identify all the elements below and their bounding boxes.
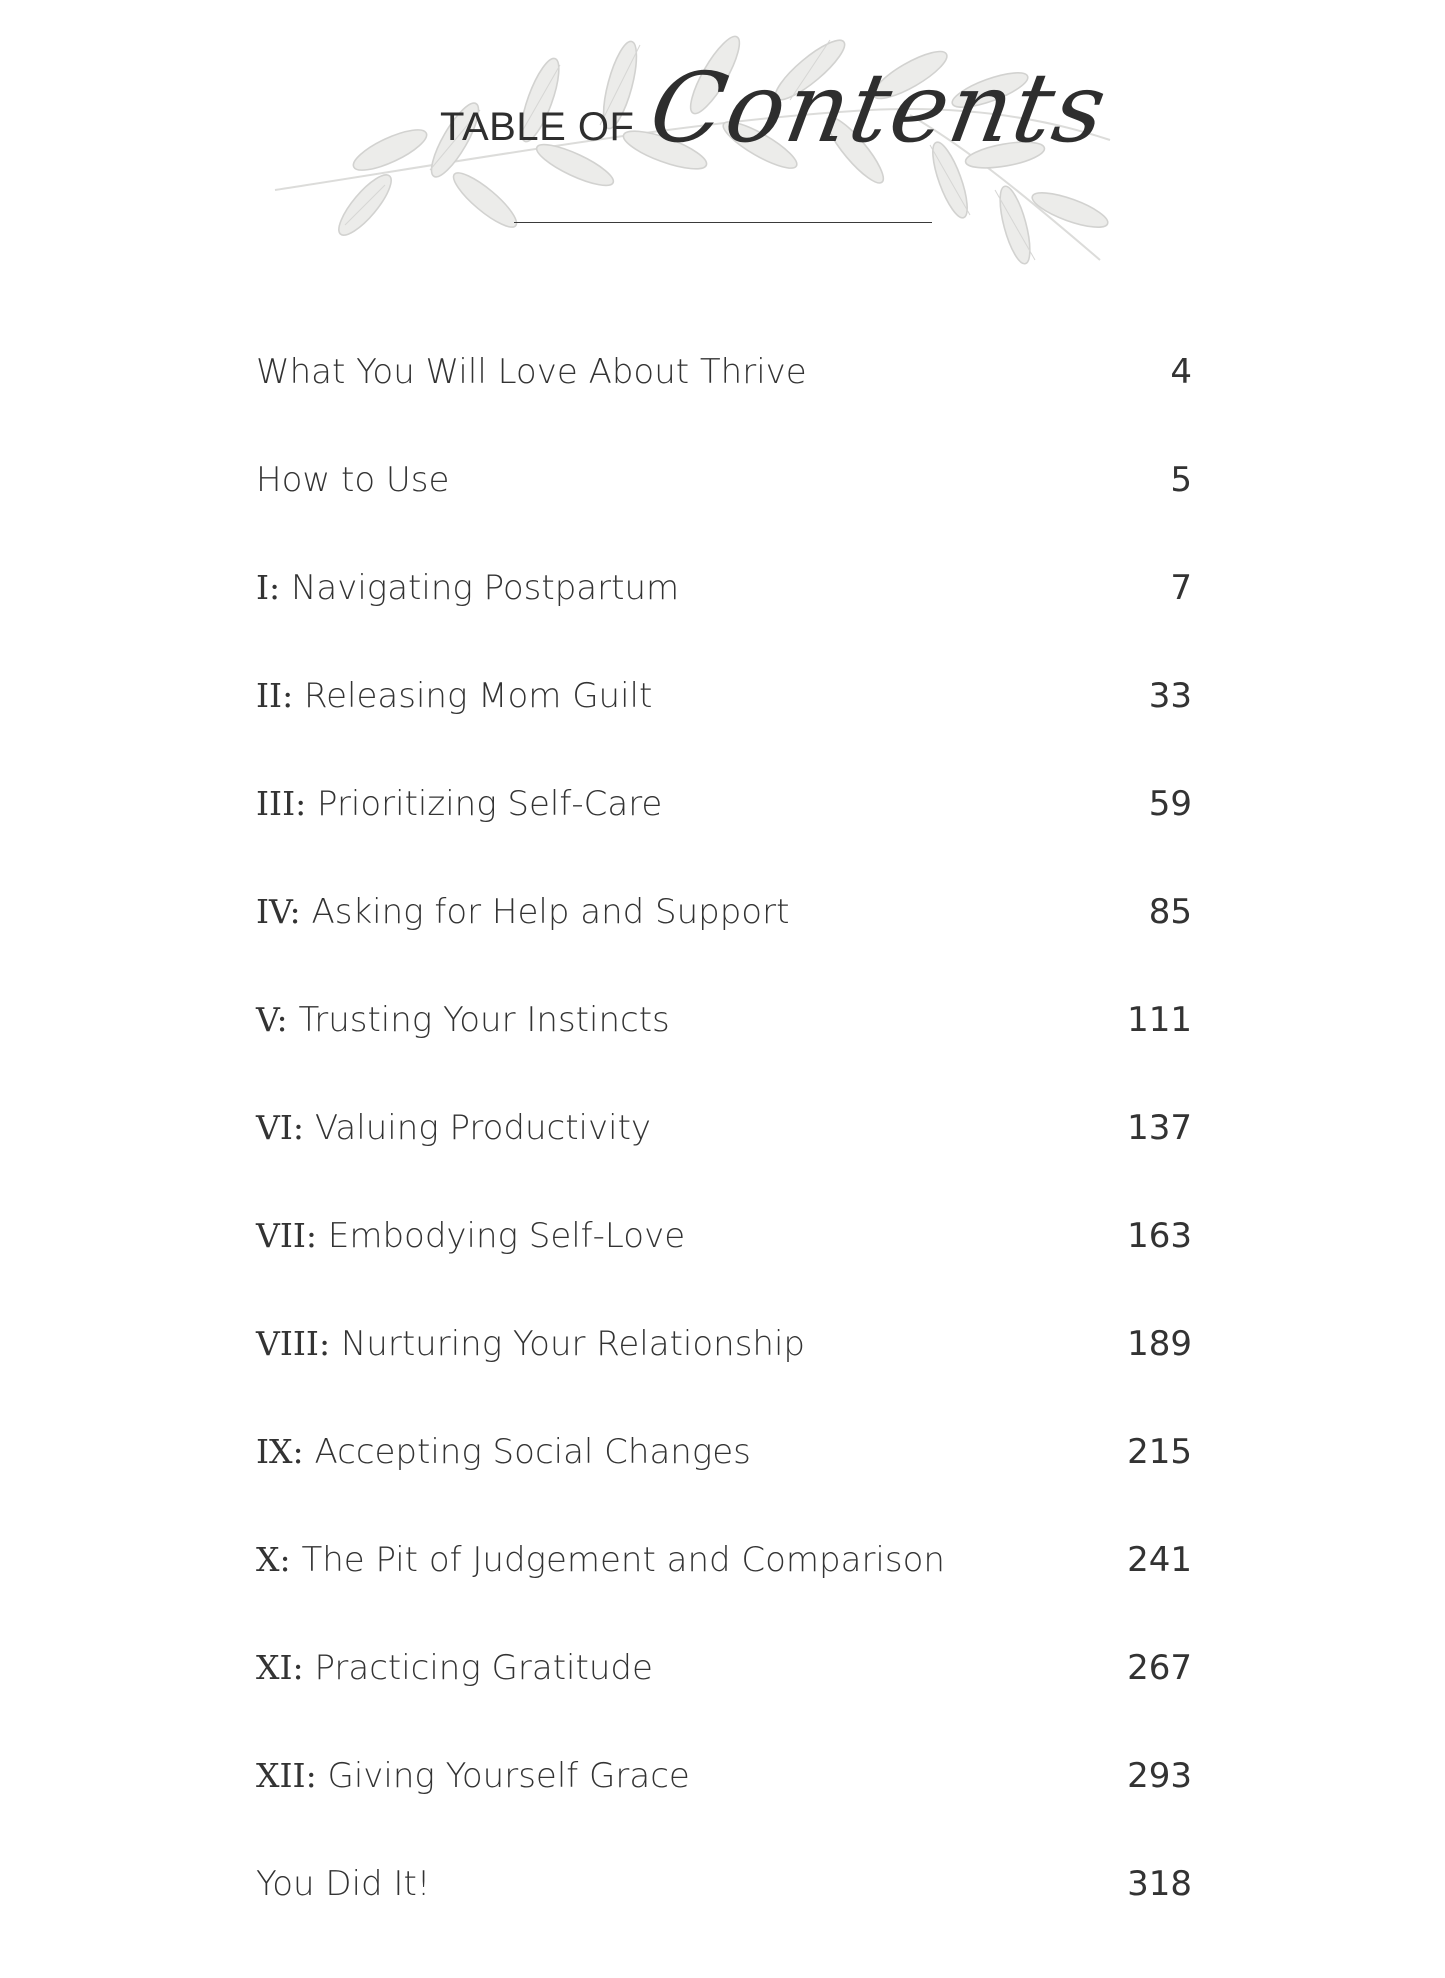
toc-entry-page-number: 267 xyxy=(1127,1648,1192,1688)
toc-entry[interactable] xyxy=(256,1614,1192,1722)
page-header xyxy=(0,0,1445,300)
toc-entry[interactable] xyxy=(256,318,1192,426)
toc-entry-page-number: 85 xyxy=(1148,892,1192,932)
toc-entry[interactable] xyxy=(256,1722,1192,1830)
chapter-numeral: VI: xyxy=(256,1108,304,1147)
toc-entry-title xyxy=(256,1648,653,1688)
chapter-numeral: IX: xyxy=(256,1432,304,1471)
toc-entry-label: Nurturing Your Relationship xyxy=(340,1324,806,1364)
chapter-numeral: I: xyxy=(256,568,281,607)
chapter-numeral: XII: xyxy=(256,1756,317,1795)
toc-entry-label: Releasing Mom Guilt xyxy=(304,676,653,716)
title-text: TABLE OF xyxy=(440,105,635,149)
title-script-text: Contents xyxy=(642,52,1117,164)
toc-entry-title xyxy=(256,1756,690,1796)
toc-entry-page-number: 111 xyxy=(1127,1000,1192,1040)
toc-entry[interactable] xyxy=(256,966,1192,1074)
toc-entry-page-number: 4 xyxy=(1170,352,1192,392)
toc-entry-label: Giving Yourself Grace xyxy=(327,1756,690,1796)
toc-entry-title xyxy=(256,1864,430,1904)
toc-entry-label: Practicing Gratitude xyxy=(314,1648,653,1688)
toc-entry-label: Asking for Help and Support xyxy=(311,892,790,932)
toc-entry-page-number: 293 xyxy=(1127,1756,1192,1796)
chapter-numeral: XI: xyxy=(256,1648,304,1687)
toc-entry[interactable] xyxy=(256,858,1192,966)
toc-entry-page-number: 189 xyxy=(1127,1324,1192,1364)
toc-entry-title xyxy=(256,1540,945,1580)
toc-entry-page-number: 33 xyxy=(1148,676,1192,716)
toc-entry[interactable] xyxy=(256,1398,1192,1506)
toc-entry[interactable] xyxy=(256,426,1192,534)
toc-entry[interactable] xyxy=(256,1074,1192,1182)
toc-entry-page-number: 7 xyxy=(1170,568,1192,608)
toc-entry-label: You Did It! xyxy=(256,1864,431,1904)
toc-entry-title xyxy=(256,1216,685,1256)
toc-entry-label: Accepting Social Changes xyxy=(314,1432,751,1472)
toc-entry-title xyxy=(256,1000,670,1040)
title-divider xyxy=(514,222,932,223)
toc-entry-page-number: 241 xyxy=(1127,1540,1192,1580)
toc-entry-title xyxy=(256,1324,805,1364)
chapter-numeral: II: xyxy=(256,676,294,715)
toc-entry-title xyxy=(256,1432,751,1472)
chapter-numeral: X: xyxy=(256,1540,291,1579)
toc-entry-title xyxy=(256,784,662,824)
toc-entry[interactable] xyxy=(256,642,1192,750)
toc-entry-label: How to Use xyxy=(256,460,450,500)
toc-entry-page-number: 318 xyxy=(1127,1864,1192,1904)
toc-entry-title xyxy=(256,460,449,500)
toc-entry-title xyxy=(256,892,789,932)
toc-entry-title xyxy=(256,568,679,608)
toc-entry-label: What You Will Love About Thrive xyxy=(256,352,807,392)
toc-entry-label: The Pit of Judgement and Comparison xyxy=(301,1540,945,1580)
toc-entry-title xyxy=(256,676,652,716)
chapter-numeral: IV: xyxy=(256,892,301,931)
toc-entry[interactable] xyxy=(256,1830,1192,1938)
toc-entry[interactable] xyxy=(256,1290,1192,1398)
toc-entry-page-number: 215 xyxy=(1127,1432,1192,1472)
toc-entry-page-number: 163 xyxy=(1127,1216,1192,1256)
toc-entry-page-number: 137 xyxy=(1127,1108,1192,1148)
toc-entry-page-number: 59 xyxy=(1148,784,1192,824)
toc-entry-page-number: 5 xyxy=(1170,460,1192,500)
chapter-numeral: III: xyxy=(256,784,307,823)
toc-entry-label: Valuing Productivity xyxy=(314,1108,652,1148)
toc-entry[interactable] xyxy=(256,1182,1192,1290)
chapter-numeral: VIII: xyxy=(256,1324,331,1363)
toc-entry[interactable] xyxy=(256,1506,1192,1614)
chapter-numeral: V: xyxy=(256,1000,288,1039)
toc-entry-label: Trusting Your Instincts xyxy=(298,1000,670,1040)
table-of-contents xyxy=(256,318,1192,1938)
toc-entry[interactable] xyxy=(256,534,1192,642)
toc-entry-label: Embodying Self-Love xyxy=(327,1216,686,1256)
toc-entry-label: Prioritizing Self-Care xyxy=(317,784,663,824)
toc-entry-title xyxy=(256,352,807,392)
toc-entry-title xyxy=(256,1108,651,1148)
chapter-numeral: VII: xyxy=(256,1216,318,1255)
toc-entry-label: Navigating Postpartum xyxy=(290,568,680,608)
toc-entry[interactable] xyxy=(256,750,1192,858)
